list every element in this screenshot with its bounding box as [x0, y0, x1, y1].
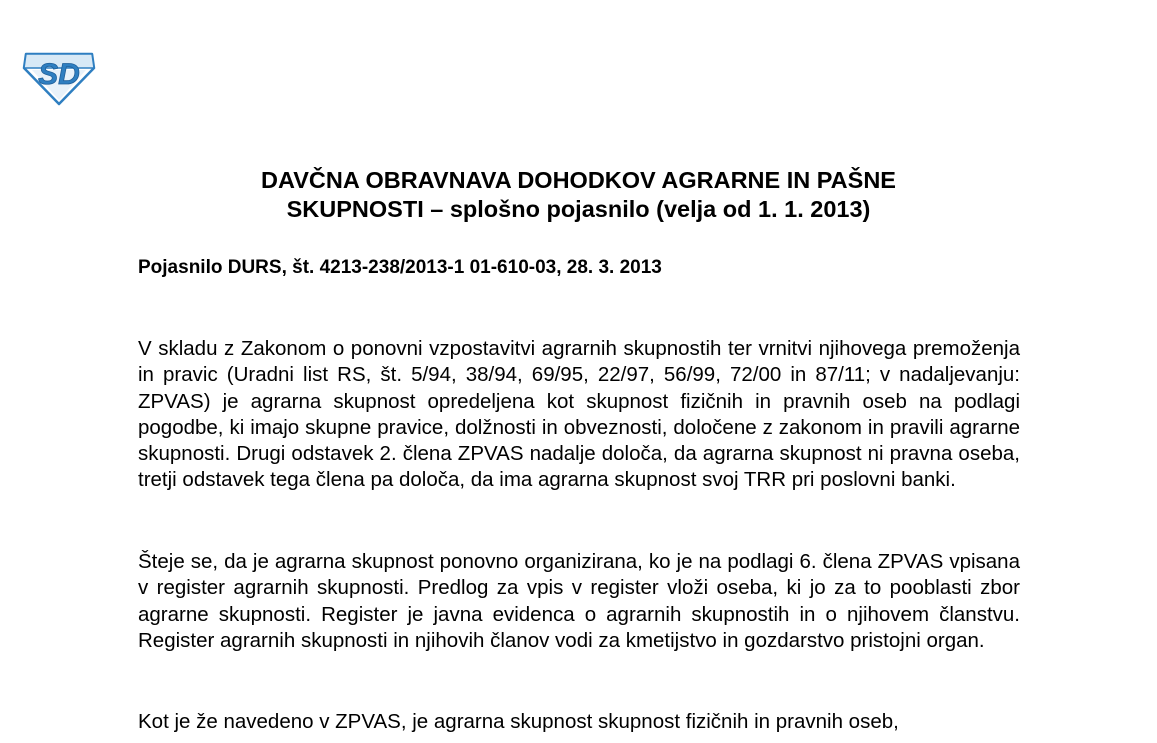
logo-letters: SD — [38, 58, 80, 91]
body-paragraph: V skladu z Zakonom o ponovni vzpostavitvi agrarnih skupnostih ter vrnitvi njihovega premoženja in pravic (Uradni list RS, št. 5/94, 38/94, 69/95, 22/97, 56/99, 72/00 in 87/11; v nadaljevanju: ZPVAS) je agrarna skupnost opredeljena kot skupnost fizičnih in pravnih oseb na podlagi pogodbe, ki imajo skupne pravice, dolžnosti in obveznosti, določene z zakonom in pravili agrarne skupnosti. Drugi odstavek 2. člena ZPVAS nadalje določa, da agrarna skupnost ni pravna oseba, tretji odstavek tega člena pa določa, da ima agrarna skupnost svoj TRR pri poslovni banki. — [138, 337, 1020, 492]
title-line-2: SKUPNOSTI – splošno pojasnilo (velja od 1. 1. 2013) — [286, 196, 871, 222]
document-title — [0, 166, 1157, 224]
sd-logo-icon — [22, 48, 96, 106]
body-paragraph: Kot je že navedeno v ZPVAS, je agrarna skupnost skupnost fizičnih in pravnih oseb, — [138, 710, 899, 733]
body-paragraph: Šteje se, da je agrarna skupnost ponovno organizirana, ko je na podlagi 6. člena ZPVAS vpisana v register agrarnih skupnosti. Predlog za vpis v register vloži oseba, ki jo za to pooblasti zbor agrarne skupnosti. Register je javna evidenca o agrarnih skupnostih in o njihovem članstvu. Register agrarnih skupnosti in njihovih članov vodi za kmetijstvo in gozdarstvo pristojni organ. — [138, 550, 1020, 652]
document-reference: Pojasnilo DURS, št. 4213-238/2013-1 01-610-03, 28. 3. 2013 — [138, 257, 662, 278]
title-line-1: DAVČNA OBRAVNAVA DOHODKOV AGRARNE IN PAŠNE — [261, 167, 896, 193]
